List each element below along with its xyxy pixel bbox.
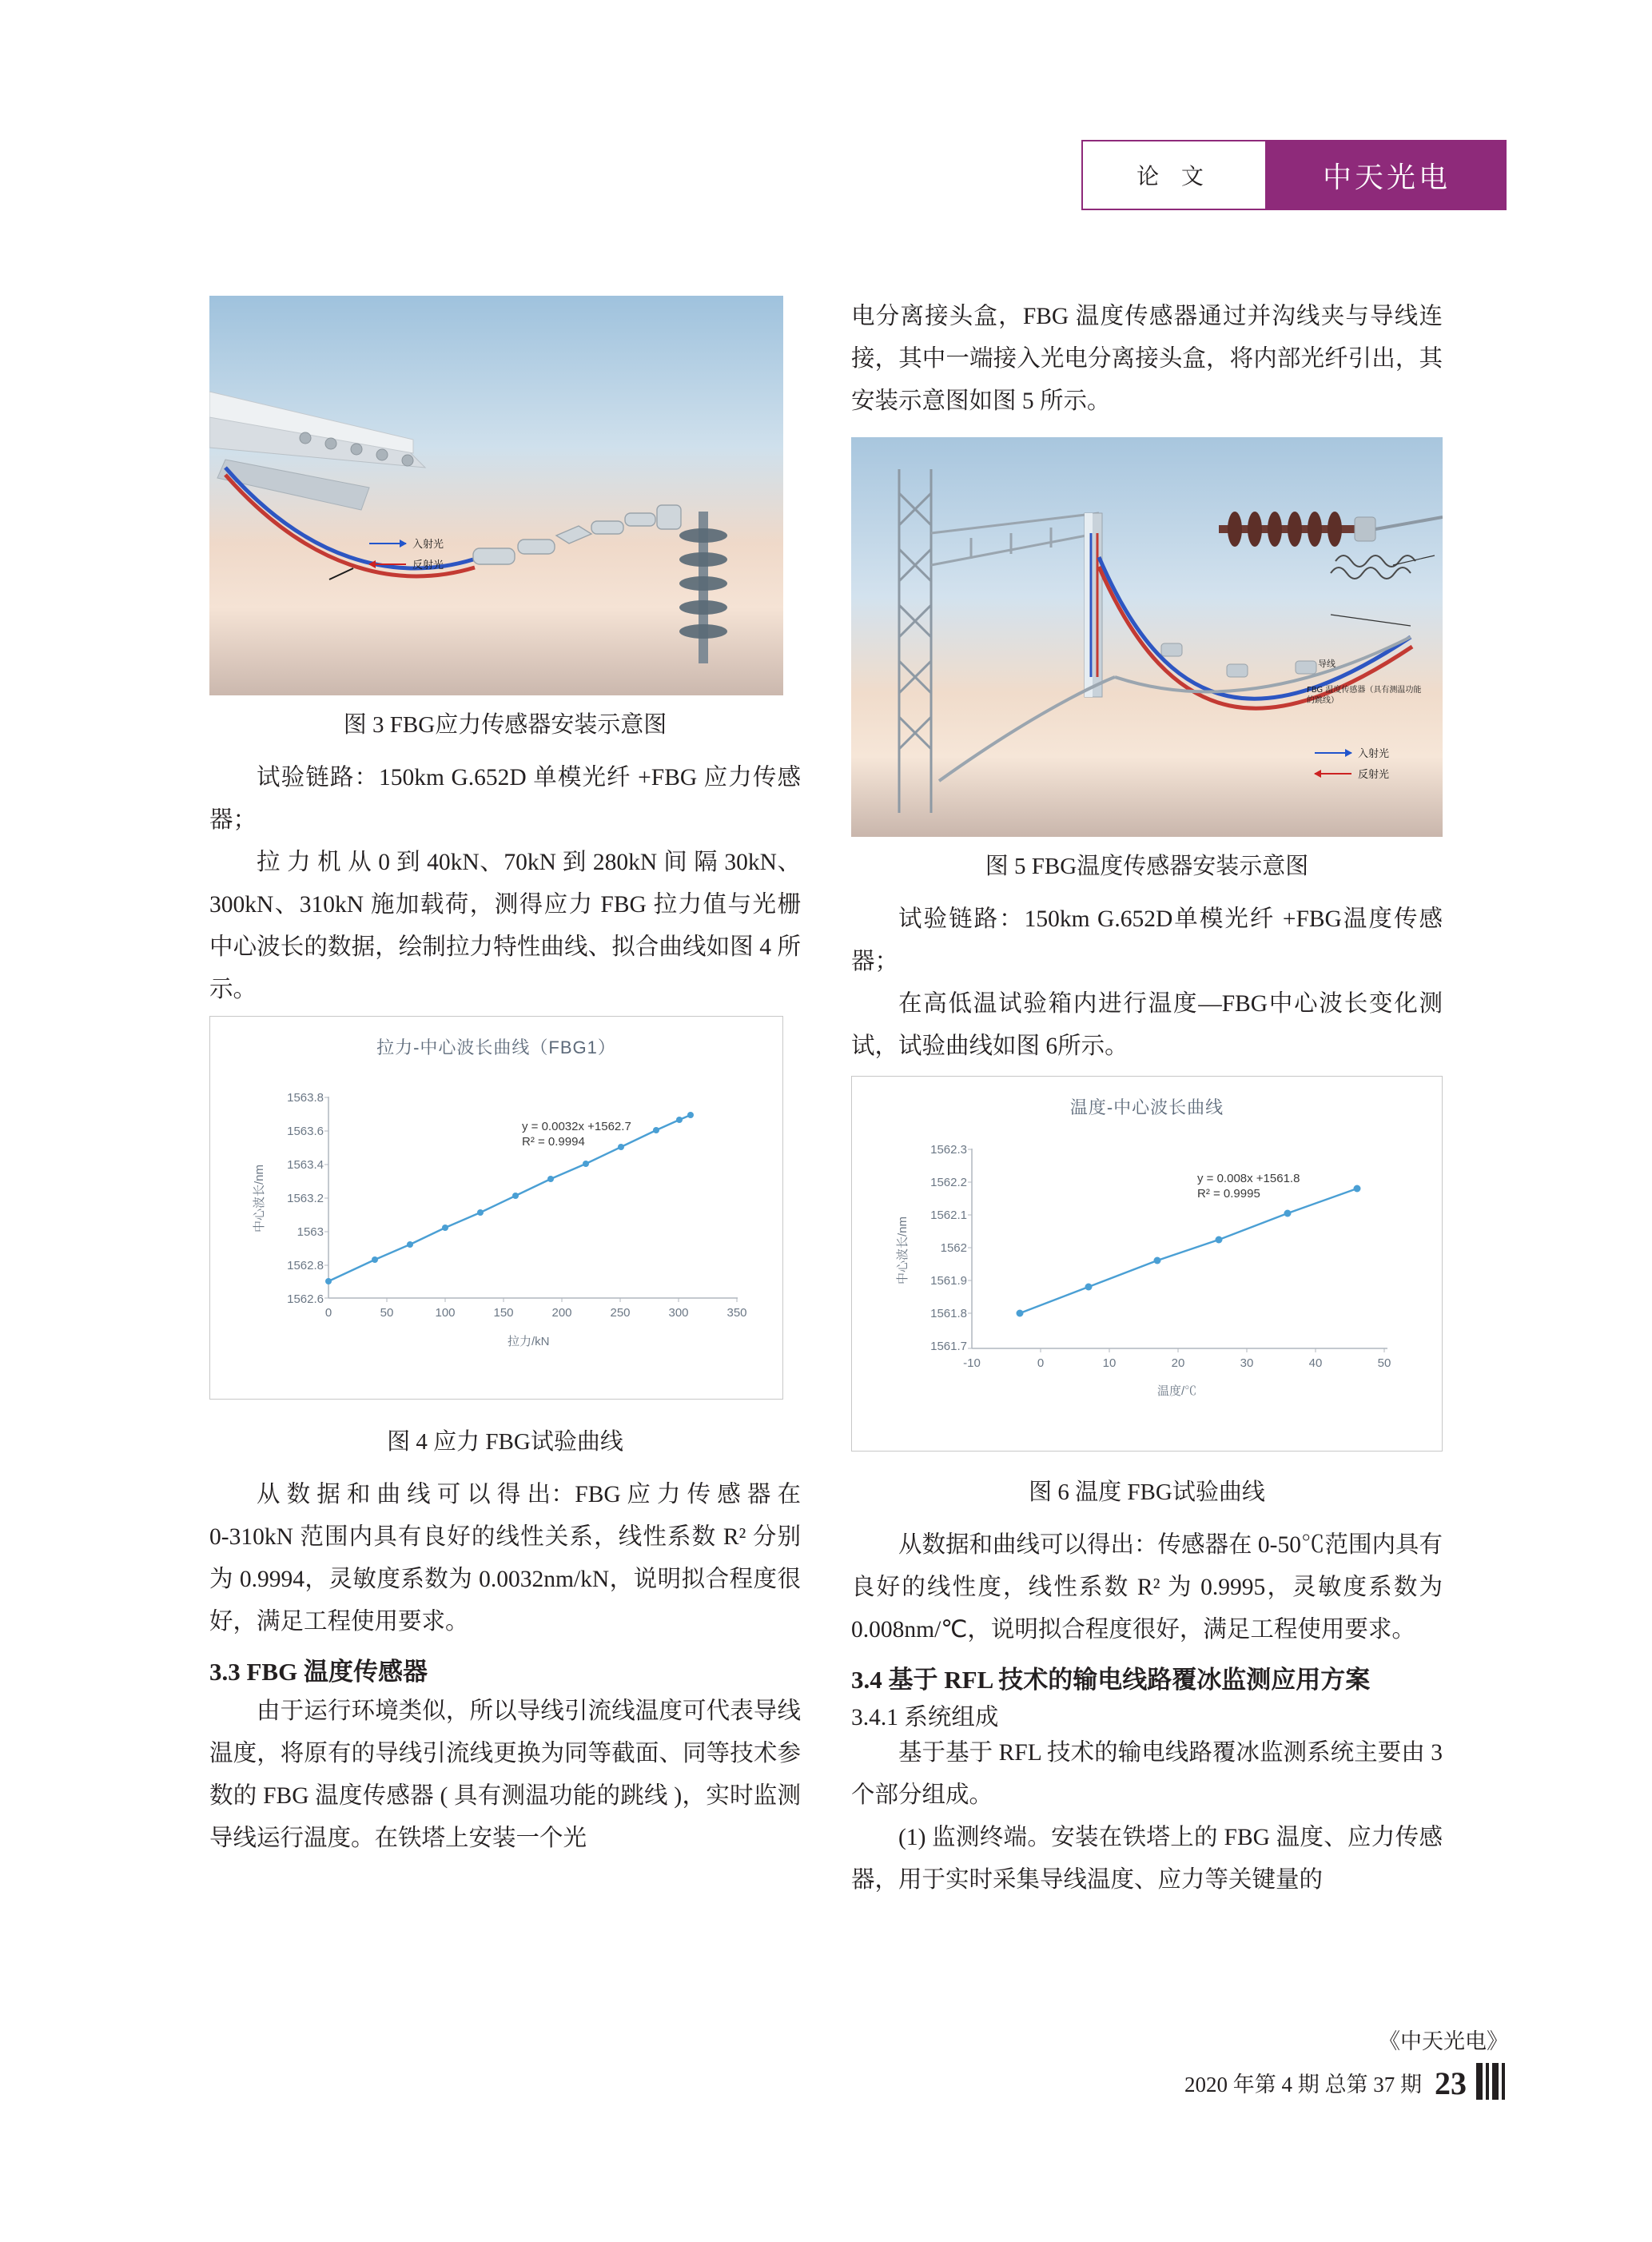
header-section-text: 论 文 (1136, 164, 1212, 189)
figure-6-r2: R² = 0.9995 (1197, 1187, 1260, 1201)
figure-6-title: 温度-中心波长曲线 (1069, 1097, 1224, 1117)
figure-5-caption: 图 5 FBG温度传感器安装示意图 (985, 854, 1309, 879)
incident-arrow-icon (369, 543, 406, 544)
svg-text:20: 20 (1171, 1356, 1185, 1370)
figure-4-caption: 图 4 应力 FBG试验曲线 (387, 1429, 623, 1455)
svg-text:1563.8: 1563.8 (287, 1091, 324, 1105)
figure-4-xlabel: 拉力/kN (508, 1335, 550, 1348)
legend-label-incident: 入射光 (1358, 748, 1390, 760)
figure-4-ylabel: 中心波长/nm (253, 1164, 266, 1233)
header-brand (1267, 140, 1507, 210)
figure-6-xlabel: 温度/℃ (1157, 1384, 1197, 1398)
page-header (1081, 140, 1507, 210)
svg-text:1562.6: 1562.6 (287, 1292, 324, 1306)
svg-text:30: 30 (1240, 1356, 1254, 1370)
left-column (209, 296, 801, 1860)
header-section-label (1081, 140, 1267, 210)
figure-3-image (209, 296, 783, 695)
svg-text:300: 300 (668, 1306, 689, 1320)
right-paragraph-4: 从数据和曲线可以得出：传感器在 0-50℃范围内具有良好的线性度，线性系数 R² 为 0.9995，灵敏度系数为 0.008nm/℃，说明拟合程度很好，满足工程使用要求。 (851, 1532, 1443, 1643)
svg-text:350: 350 (726, 1306, 747, 1320)
left-paragraph-3: 从 数 据 和 曲 线 可 以 得 出：FBG 应 力 传 感 器 在 0-310kN 范围内具有良好的线性关系，线性系数 R² 分别为 0.9994，灵敏度系数为 0.0032nm/kN，说明拟合程度很好，满足工程使用要求。 (209, 1482, 801, 1635)
figure-6-plot (852, 1077, 1443, 1452)
figure-5-note-2: FBG 温度传感器（具有测温功能的跳线） (1307, 686, 1422, 705)
legend-item-incident (369, 536, 444, 551)
svg-text:1562.1: 1562.1 (930, 1209, 967, 1222)
legend-label-reflected: 反射光 (412, 560, 444, 571)
section-heading-3-4-1: 3.4.1 系统组成 (851, 1705, 999, 1730)
right-paragraph-1: 电分离接头盒，FBG 温度传感器通过并沟线夹与导线连接，其中一端接入光电分离接头盒，将内部光纤引出，其安装示意图如图 5 所示。 (851, 304, 1443, 414)
legend-label-reflected: 反射光 (1358, 769, 1390, 781)
reflected-arrow-icon (369, 563, 406, 565)
figure-3-illustration (209, 296, 783, 695)
svg-text:200: 200 (551, 1306, 572, 1320)
header-brand-text: 中天光电 (1322, 161, 1451, 194)
svg-text:0: 0 (324, 1306, 332, 1320)
figure-5-image (851, 437, 1443, 837)
right-paragraph-3: 在高低温试验箱内进行温度—FBG中心波长变化测试，试验曲线如图 6所示。 (851, 991, 1443, 1059)
svg-text:1561.8: 1561.8 (930, 1307, 967, 1320)
barcode-decoration (1476, 2063, 1508, 2100)
section-heading-3-4: 3.4 基于 RFL 技术的输电线路覆冰监测应用方案 (851, 1666, 1371, 1694)
figure-6-ylabel: 中心波长/nm (896, 1216, 910, 1284)
figure-3-legend (369, 536, 444, 577)
svg-text:0: 0 (1037, 1356, 1045, 1370)
svg-text:1563.2: 1563.2 (287, 1192, 324, 1205)
figure-3-caption: 图 3 FBG应力传感器安装示意图 (343, 712, 667, 738)
legend-item-reflected (1315, 766, 1389, 781)
section-heading-3-3: 3.3 FBG 温度传感器 (209, 1658, 428, 1686)
svg-text:-10: -10 (963, 1356, 981, 1370)
svg-text:1563.4: 1563.4 (287, 1158, 324, 1172)
page-footer (1184, 2024, 1508, 2100)
svg-text:1561.7: 1561.7 (930, 1340, 967, 1353)
page-number: 23 (1435, 2065, 1467, 2101)
figure-5-note-1: 导线 (1318, 659, 1336, 669)
svg-text:50: 50 (380, 1306, 394, 1320)
issue-info: 2020 年第 4 期 总第 37 期 (1184, 2073, 1422, 2097)
left-paragraph-2: 拉 力 机 从 0 到 40kN、70kN 到 280kN 间 隔 30kN、300kN、310kN 施加载荷，测得应力 FBG 拉力值与光栅中心波长的数据，绘制拉力特性曲线、拟合曲线如图 4 所示。 (209, 850, 801, 1002)
right-paragraph-5: 基于基于 RFL 技术的输电线路覆冰监测系统主要由 3 个部分组成。 (851, 1740, 1443, 1808)
figure-6-equation: y = 0.008x +1561.8 (1197, 1172, 1300, 1185)
journal-name: 《中天光电》 (1379, 2029, 1508, 2053)
svg-text:40: 40 (1308, 1356, 1323, 1370)
svg-text:250: 250 (610, 1306, 631, 1320)
svg-text:1562: 1562 (940, 1241, 967, 1255)
figure-4-equation: y = 0.0032x +1562.7 (522, 1120, 631, 1133)
figure-6-caption: 图 6 温度 FBG试验曲线 (1029, 1479, 1265, 1505)
svg-text:10: 10 (1102, 1356, 1117, 1370)
right-column (851, 296, 1443, 1902)
legend-label-incident: 入射光 (412, 539, 444, 551)
svg-text:1562.3: 1562.3 (930, 1143, 967, 1157)
reflected-arrow-icon (1315, 773, 1351, 775)
right-paragraph-6: (1) 监测终端。安装在铁塔上的 FBG 温度、应力传感器，用于实时采集导线温度、应力等关键量的 (851, 1825, 1443, 1893)
svg-text:100: 100 (435, 1306, 456, 1320)
svg-text:1562.8: 1562.8 (287, 1259, 324, 1272)
svg-text:1562.2: 1562.2 (930, 1176, 967, 1189)
right-paragraph-2: 试验链路：150km G.652D单模光纤 +FBG温度传感器； (851, 906, 1443, 974)
legend-item-reflected (369, 556, 444, 571)
svg-text:1563: 1563 (297, 1225, 324, 1239)
figure-6-chart (851, 1076, 1443, 1452)
svg-text:150: 150 (493, 1306, 514, 1320)
left-paragraph-1: 试验链路：150km G.652D 单模光纤 +FBG 应力传感器； (209, 765, 801, 833)
legend-item-incident (1315, 745, 1389, 760)
figure-4-annotation (522, 1119, 631, 1149)
figure-4-r2: R² = 0.9994 (522, 1135, 585, 1149)
svg-text:1561.9: 1561.9 (930, 1274, 967, 1288)
incident-arrow-icon (1315, 752, 1351, 754)
figure-6-annotation (1197, 1171, 1300, 1201)
svg-text:50: 50 (1377, 1356, 1391, 1370)
left-paragraph-4: 由于运行环境类似，所以导线引流线温度可代表导线温度，将原有的导线引流线更换为同等截面、同等技术参数的 FBG 温度传感器 ( 具有测温功能的跳线 )，实时监测导线运行温度。在铁塔上安装一个光 (209, 1698, 801, 1851)
figure-4-chart (209, 1016, 783, 1400)
figure-4-title: 拉力-中心波长曲线（FBG1） (376, 1037, 616, 1057)
svg-text:1563.6: 1563.6 (287, 1125, 324, 1138)
figure-4-plot (210, 1017, 784, 1400)
figure-5-legend (1315, 745, 1389, 786)
